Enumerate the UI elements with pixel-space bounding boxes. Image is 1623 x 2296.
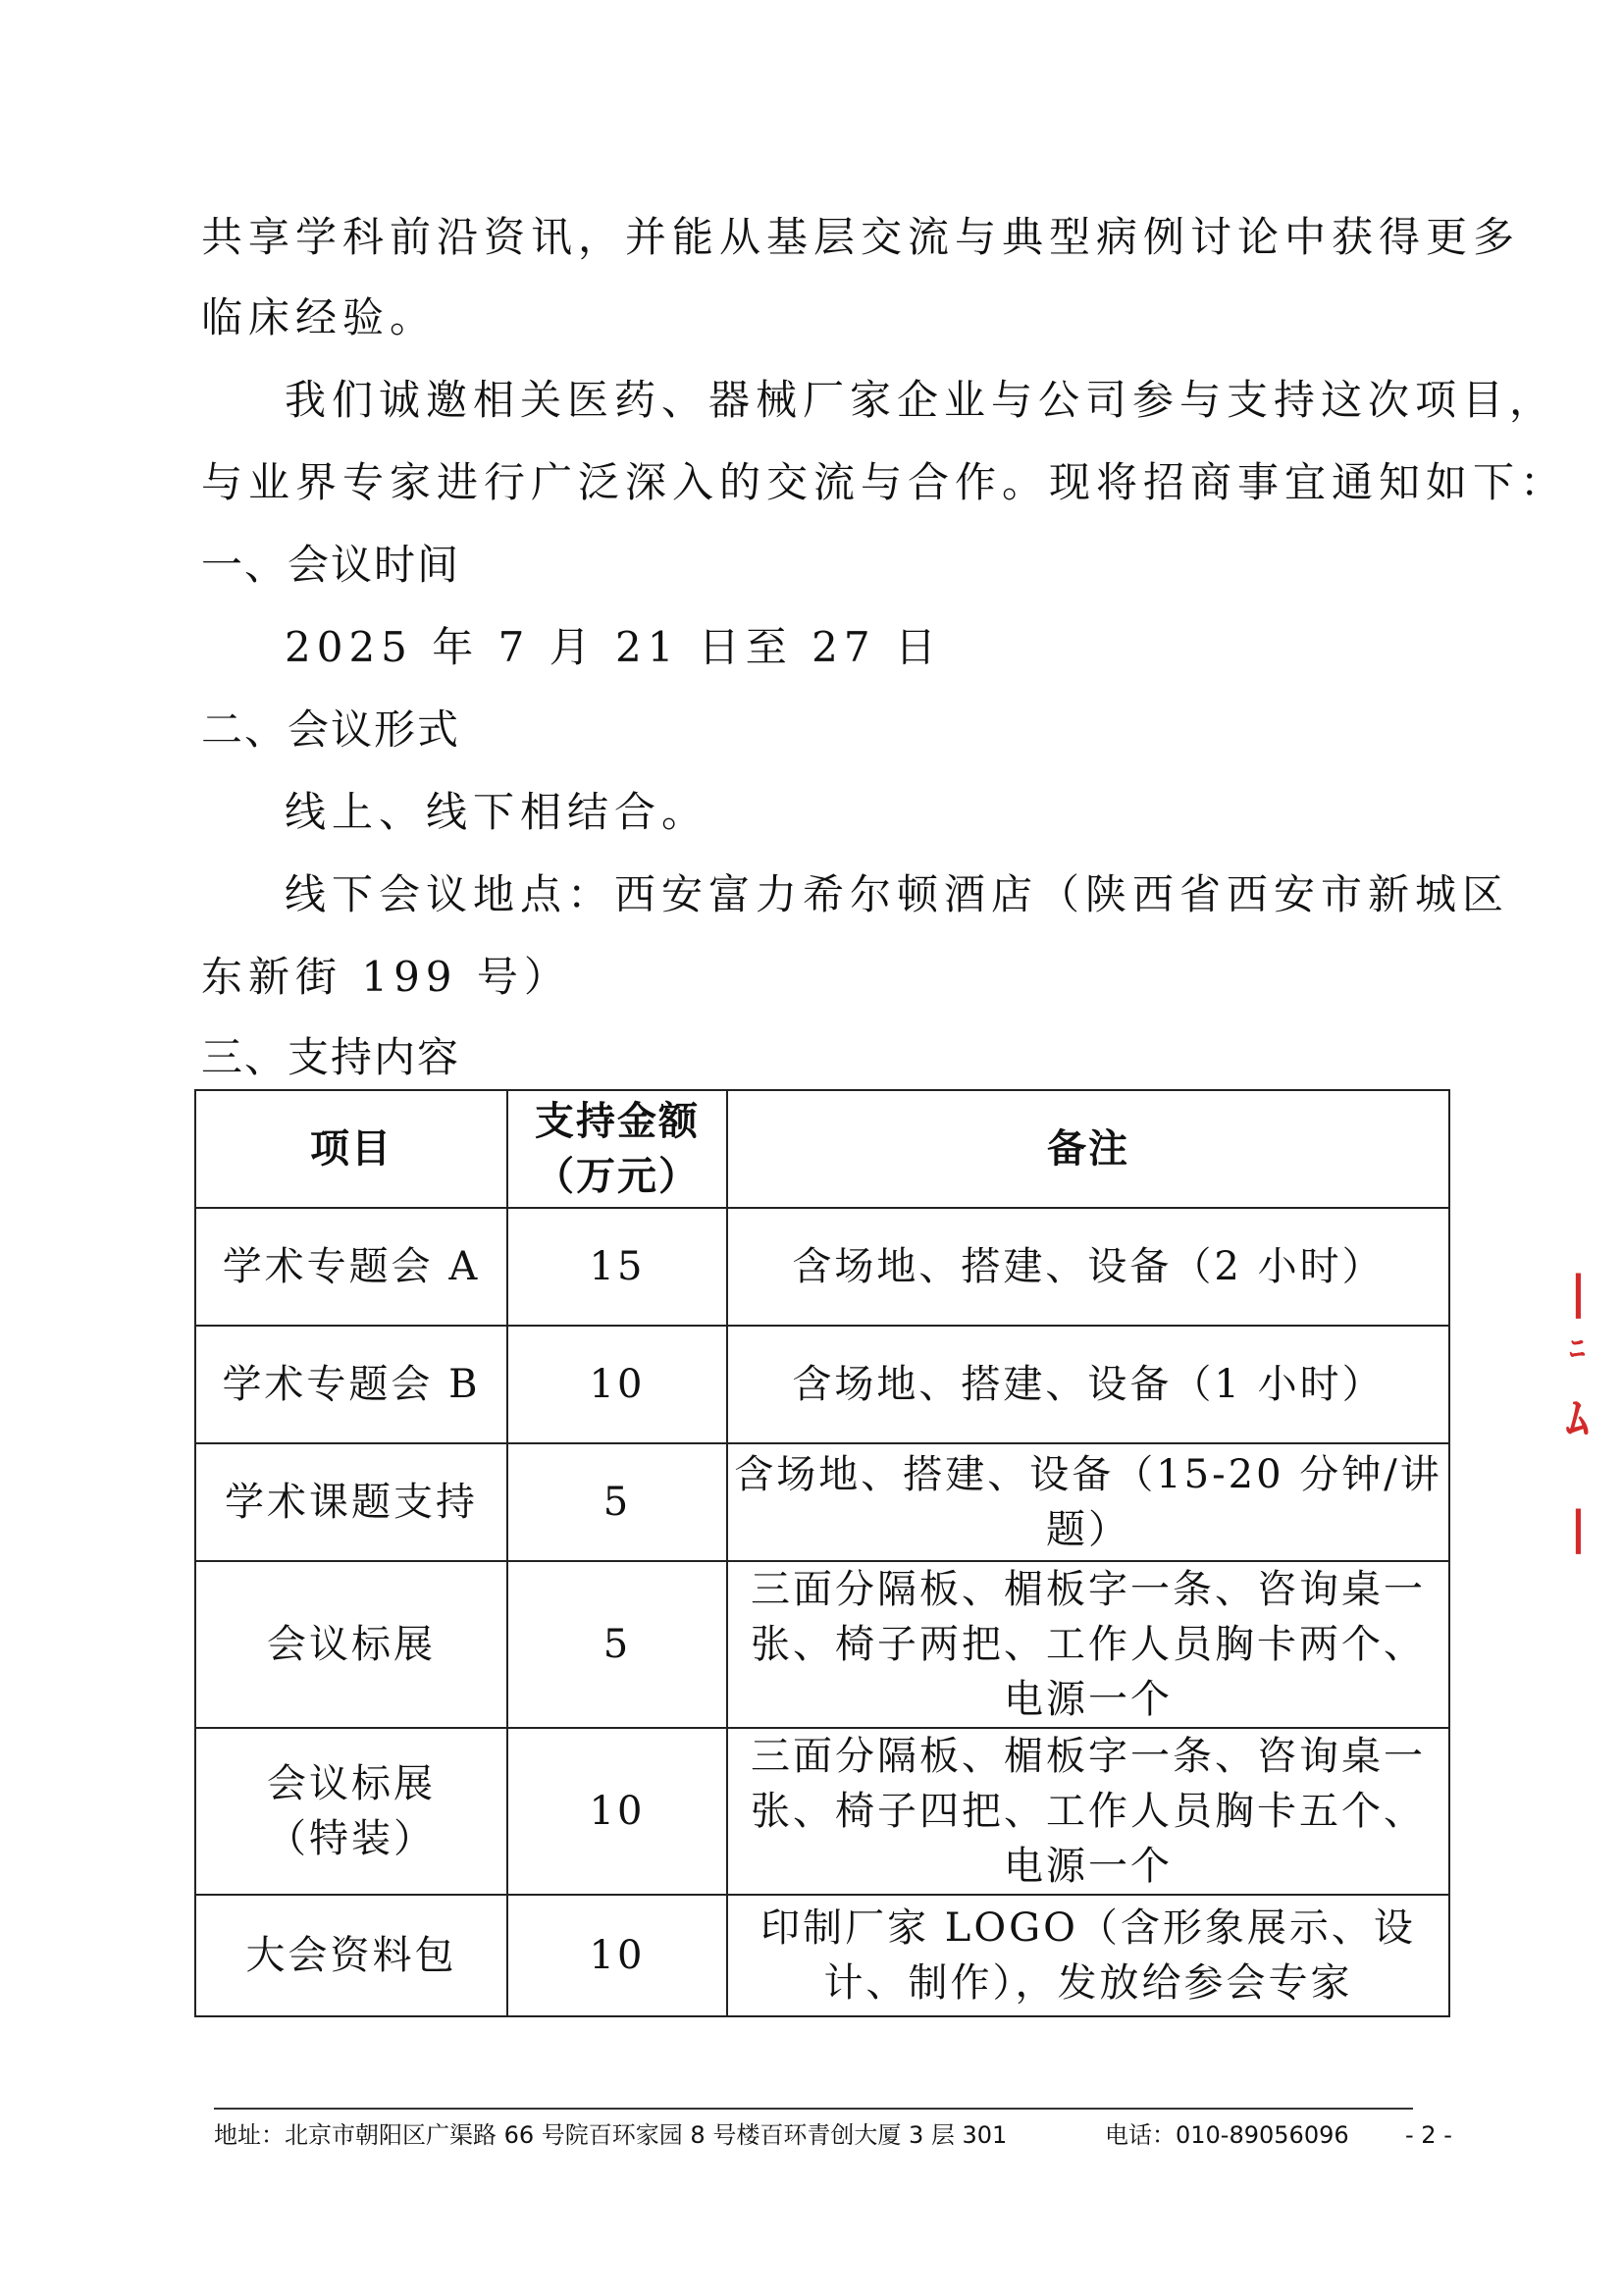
table-header-row [195,1090,1449,1208]
body-paragraph-2-line-2: 与业界专家进行广泛深入的交流与合作。现将招商事宜通知如下： [201,458,1568,506]
row-note: 三面分隔板、楣板字一条、咨询桌一张、椅子四把、工作人员胸卡五个、电源一个 [727,1728,1449,1895]
row-item [195,1728,507,1895]
venue-line-1: 线下会议地点：西安富力希尔顿酒店（陕西省西安市新城区 [285,870,1510,918]
venue-line-2: 东新街 199 号） [201,953,571,1001]
table-row [195,1895,1449,2016]
section-1-heading: 一、会议时间 [201,541,461,589]
row-note: 印制厂家 LOGO（含形象展示、设计、制作），发放给参会专家 [727,1895,1449,2016]
header-amount [507,1090,727,1208]
row-item: 学术专题会 B [195,1326,507,1443]
body-paragraph-1-line-1: 共享学科前沿资讯，并能从基层交流与典型病例讨论中获得更多 [201,213,1521,261]
footer-page-number: - 2 - [1405,2121,1452,2149]
row-item: 大会资料包 [195,1895,507,2016]
row-item-line-1: 会议标展 [267,1761,436,1806]
row-note: 含场地、搭建、设备（1 小时） [727,1326,1449,1443]
row-note: 三面分隔板、楣板字一条、咨询桌一张、椅子两把、工作人员胸卡两个、电源一个 [727,1561,1449,1728]
row-item: 会议标展 [195,1561,507,1728]
row-item-line-2: （特装） [267,1816,436,1861]
meeting-format: 线上、线下相结合。 [285,788,709,836]
header-item: 项目 [195,1090,507,1208]
row-amount: 5 [507,1443,727,1561]
table-row [195,1208,1449,1326]
row-amount: 10 [507,1895,727,2016]
section-2-heading: 二、会议形式 [201,705,461,754]
row-note: 含场地、搭建、设备（2 小时） [727,1208,1449,1326]
seal-edge-mark: | ﾆ ﾑ | [1566,1266,1589,1554]
footer-phone: 电话：010-89056096 [1105,2121,1349,2149]
body-paragraph-1-line-2: 临床经验。 [201,293,438,341]
row-item: 学术专题会 A [195,1208,507,1326]
section-3-heading: 三、支持内容 [201,1033,461,1081]
table-row [195,1728,1449,1895]
row-amount: 10 [507,1326,727,1443]
row-note: 含场地、搭建、设备（15-20 分钟/讲题） [727,1443,1449,1561]
table-row [195,1443,1449,1561]
header-amount-line-2: （万元） [535,1154,700,1199]
table-row [195,1326,1449,1443]
table-row [195,1561,1449,1728]
footer-divider [214,2108,1413,2110]
header-amount-line-1: 支持金额 [535,1099,700,1144]
row-amount: 10 [507,1728,727,1895]
meeting-date: 2025 年 7 月 21 日至 27 日 [285,623,942,671]
support-table [194,1089,1450,2017]
body-paragraph-2-line-1: 我们诚邀相关医药、器械厂家企业与公司参与支持这次项目， [285,376,1557,424]
row-item: 学术课题支持 [195,1443,507,1561]
row-amount: 15 [507,1208,727,1326]
row-amount: 5 [507,1561,727,1728]
header-note: 备注 [727,1090,1449,1208]
footer-address: 地址：北京市朝阳区广渠路 66 号院百环家园 8 号楼百环青创大厦 3 层 301 [214,2121,1008,2149]
